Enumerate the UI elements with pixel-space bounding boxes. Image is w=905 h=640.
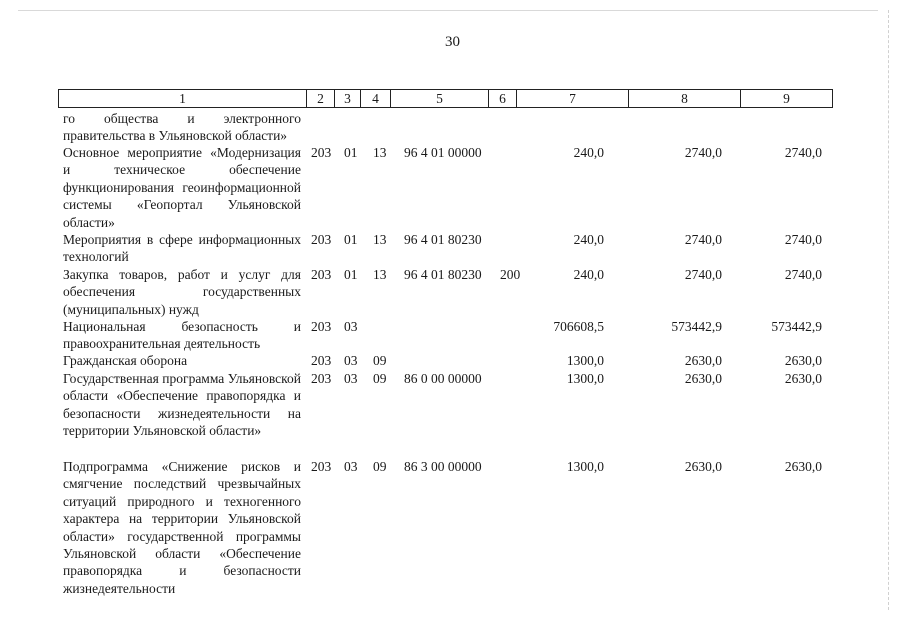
row-value-7: 1300,0 <box>566 371 604 386</box>
scan-edge-top <box>18 10 878 11</box>
row-target-code: 86 0 00 00000 <box>404 371 482 386</box>
page-number: 30 <box>445 34 460 50</box>
row-target-code: 96 4 01 80230 <box>404 267 482 282</box>
row-value-9: 2740,0 <box>784 145 822 160</box>
table-body <box>0 110 905 598</box>
row-section: 203 <box>311 353 332 368</box>
row-value-9: 2630,0 <box>784 371 822 386</box>
row-name: Гражданская оборона <box>63 353 188 368</box>
row-value-8: 2740,0 <box>684 267 722 282</box>
row-value-8: 2740,0 <box>684 232 722 247</box>
table-row <box>0 266 905 318</box>
header-col-6: 6 <box>489 90 517 107</box>
row-name: Подпрограмма «Снижение рисков и смягчение последствий чрезвычайных ситуаций природного и техногенного характера на территории Ульяновской области» государственной программы Ульяновской области «Обеспечение правопорядка и безопасности жизнедеятельности <box>63 459 301 596</box>
row-value-7: 1300,0 <box>566 459 604 474</box>
row-value-8: 2740,0 <box>684 145 722 160</box>
row-subsection: 03 <box>344 371 358 386</box>
table-row <box>0 144 905 231</box>
row-sub-item: 13 <box>373 267 387 282</box>
row-section: 203 <box>311 319 332 334</box>
row-name: Национальная безопасность и правоохранительная деятельность <box>63 319 301 352</box>
table-row <box>0 370 905 458</box>
row-value-7: 240,0 <box>573 267 604 282</box>
row-value-9: 2740,0 <box>784 232 822 247</box>
row-value-9: 2630,0 <box>784 459 822 474</box>
header-col-9: 9 <box>741 90 833 107</box>
header-col-1: 1 <box>59 90 307 107</box>
row-subsection: 01 <box>344 232 358 247</box>
row-value-8: 2630,0 <box>684 459 722 474</box>
row-value-8: 2630,0 <box>684 353 722 368</box>
row-sub-item: 13 <box>373 232 387 247</box>
table-row <box>0 458 905 598</box>
header-col-8: 8 <box>629 90 741 107</box>
table-header-row <box>58 89 833 108</box>
row-value-7: 240,0 <box>573 145 604 160</box>
row-value-8: 2630,0 <box>684 371 722 386</box>
row-value-8: 573442,9 <box>671 319 722 334</box>
row-value-9: 2740,0 <box>784 267 822 282</box>
row-subsection: 01 <box>344 145 358 160</box>
row-value-7: 706608,5 <box>553 319 604 334</box>
row-section: 203 <box>311 459 332 474</box>
table-row <box>0 318 905 352</box>
header-col-3: 3 <box>335 90 361 107</box>
row-name: Закупка товаров, работ и услуг для обеспечения государственных (муниципальных) нужд <box>63 267 301 317</box>
row-value-7: 1300,0 <box>566 353 604 368</box>
row-section: 203 <box>311 371 332 386</box>
row-name: го общества и электронного правительства в Ульяновской области» <box>63 111 301 144</box>
row-value-7: 240,0 <box>573 232 604 247</box>
row-section: 203 <box>311 267 332 282</box>
header-col-2: 2 <box>307 90 335 107</box>
row-subsection: 03 <box>344 459 358 474</box>
row-value-9: 573442,9 <box>771 319 822 334</box>
row-section: 203 <box>311 145 332 160</box>
row-name: Государственная программа Ульяновской области «Обеспечение правопорядка и безопасности жизнедеятельности на территории Ульяновской области» <box>63 371 301 439</box>
row-section: 203 <box>311 232 332 247</box>
table-row <box>0 110 905 144</box>
row-expense-type: 200 <box>500 267 521 282</box>
row-subsection: 03 <box>344 353 358 368</box>
row-name: Мероприятия в сфере информационных технологий <box>63 232 301 265</box>
row-name: Основное мероприятие «Модернизация и техническое обеспечение функционирования геоинформационной системы «Геопортал Ульяновской области» <box>63 145 301 230</box>
row-value-9: 2630,0 <box>784 353 822 368</box>
header-col-4: 4 <box>361 90 391 107</box>
header-col-5: 5 <box>391 90 489 107</box>
row-target-code: 96 4 01 00000 <box>404 145 482 160</box>
table-row <box>0 352 905 370</box>
row-target-code: 96 4 01 80230 <box>404 232 482 247</box>
row-sub-item: 09 <box>373 353 387 368</box>
row-subsection: 03 <box>344 319 358 334</box>
row-target-code: 86 3 00 00000 <box>404 459 482 474</box>
row-sub-item: 13 <box>373 145 387 160</box>
table-row <box>0 231 905 266</box>
header-col-7: 7 <box>517 90 629 107</box>
row-sub-item: 09 <box>373 459 387 474</box>
row-subsection: 01 <box>344 267 358 282</box>
row-sub-item: 09 <box>373 371 387 386</box>
